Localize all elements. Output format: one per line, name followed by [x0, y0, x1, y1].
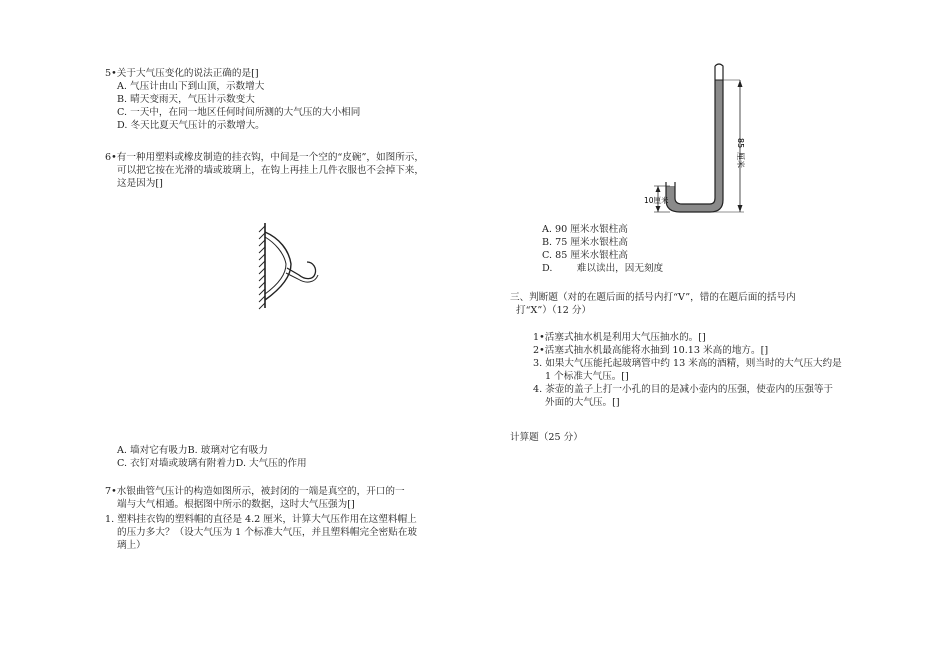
calc-question-1-line-3: 璃上） — [117, 540, 146, 551]
calc-question-1-line-1: 1. 塑料挂衣钩的塑料帽的直径是 4.2 厘米，计算大气压作用在这塑料帽上 — [105, 514, 417, 525]
judge-item-1: 1•活塞式抽水机是利用大气压抽水的。[] — [533, 332, 706, 343]
question-7-options — [542, 223, 663, 275]
question-6-line-3: 这是因为[] — [117, 178, 163, 189]
calc-section-title — [510, 431, 583, 444]
suction-hook-figure — [255, 220, 335, 315]
label-cm: 厘米 — [736, 152, 745, 168]
question-7-option-b: B. 75 厘米水银柱高 — [542, 237, 628, 248]
question-7-option-c: C. 85 厘米水银柱高 — [542, 250, 628, 261]
question-5-stem: 5•关于大气压变化的说法正确的是[] — [105, 68, 259, 79]
question-7-line-1: 7•水银曲管气压计的构造如图所示，被封闭的一端是真空的，开口的一 — [105, 486, 405, 497]
judge-item-3-cont: 1 个标准大气压。[] — [545, 371, 629, 382]
question-7 — [105, 485, 405, 511]
judge-item-4: 4. 茶壶的盖子上打一小孔的目的是减小壶内的压强，使壶内的压强等于 — [533, 384, 834, 395]
question-6 — [105, 151, 424, 190]
section-3-title-line-2: 打“X”）（12 分） — [516, 305, 592, 316]
judge-item-3: 3. 如果大气压能托起玻璃管中约 13 米高的酒精，则当时的大气压大约是 — [533, 358, 842, 369]
calc-section-title-text: 计算题（25 分） — [510, 432, 583, 443]
question-7-option-a: A. 90 厘米水银柱高 — [542, 224, 628, 235]
barometer-j-tube-figure — [640, 60, 760, 220]
question-6-line-2: 可以把它按在光滑的墙或玻璃上，在钩上再挂上几件衣服也不会掉下来， — [117, 165, 424, 176]
question-7-line-2: 端与大气相通。根据图中所示的数据，这时大气压强为[] — [117, 499, 355, 510]
question-5-option-d: D. 冬天比夏天气压计的示数增大。 — [117, 120, 265, 131]
label-10cm: 10厘米 — [644, 196, 669, 205]
calc-question-1-line-2: 的压力多大？（设大气压为 1 个标准大气压，并且塑料帽完全密贴在玻 — [117, 527, 418, 538]
question-7-option-d: D. 难以读出，因无刻度 — [542, 263, 664, 274]
question-6-line-1: 6•有一种用塑料或橡皮制造的挂衣钩，中间是一个空的“皮碗”，如图所示， — [105, 152, 424, 163]
section-3-title-line-1: 三、判断题（对的在题后面的括号内打“V”，错的在题后面的括号内 — [510, 292, 796, 303]
label-85: 85 — [736, 138, 745, 149]
judge-item-4-cont: 外面的大气压。[] — [545, 397, 620, 408]
question-5 — [105, 67, 360, 132]
question-5-option-b: B. 晴天变雨天，气压计示数变大 — [117, 94, 255, 105]
question-5-option-c: C. 一天中，在同一地区任何时间所测的大气压的大小相同 — [117, 107, 361, 118]
section-3-title — [510, 291, 796, 317]
question-6-options-ab: A. 墙对它有吸力B. 玻璃对它有吸力 — [117, 445, 268, 456]
question-5-option-a: A. 气压计由山下到山顶，示数增大 — [117, 81, 265, 92]
section-3-items — [533, 331, 842, 409]
question-6-options-cd: C. 衣钉对墙或玻璃有附着力D. 大气压的作用 — [117, 458, 307, 469]
question-6-options — [117, 444, 307, 470]
judge-item-2: 2•活塞式抽水机最高能将水抽到 10.13 米高的地方。[] — [533, 345, 769, 356]
calc-question-1 — [105, 513, 417, 552]
